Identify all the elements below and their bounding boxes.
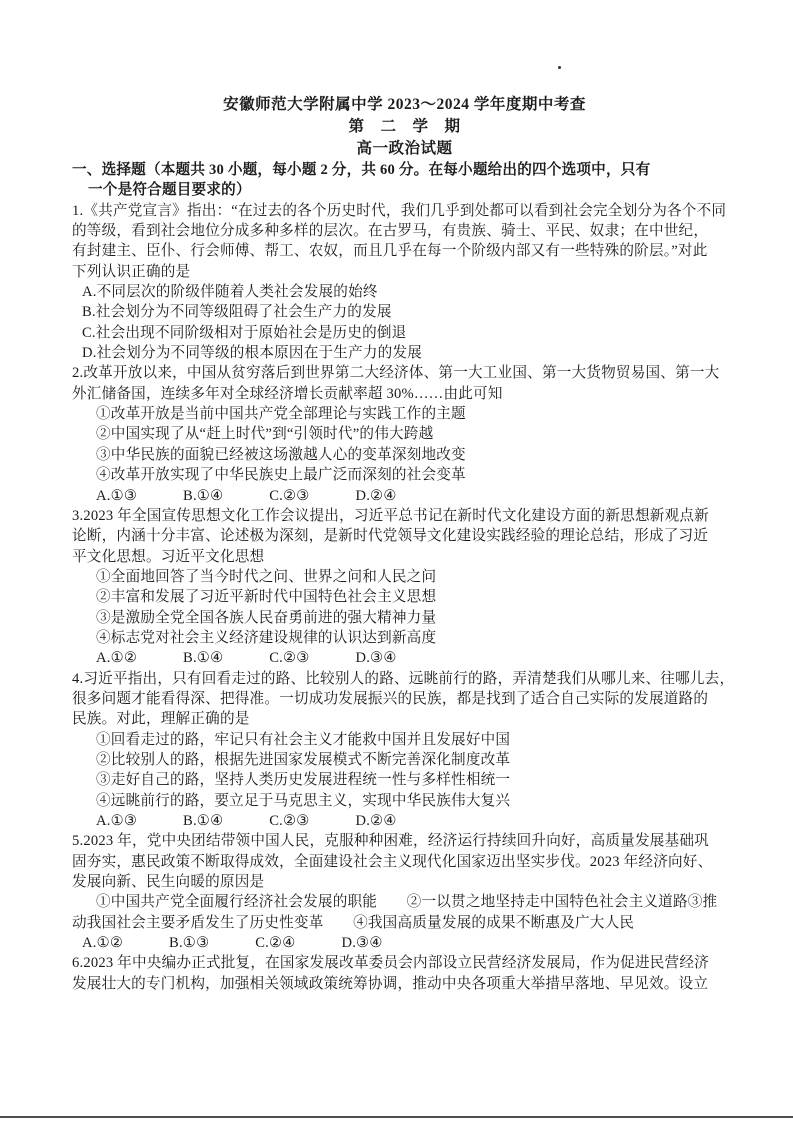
q5-statements-line-1: ①中国共产党全面履行经济社会发展的职能 ②一以贯之地坚持走中国特色社会主义道路③推 <box>96 894 718 911</box>
page-bottom-border <box>0 1116 793 1118</box>
q3-stem-line-3: 平文化思想。习近平文化思想 <box>72 548 265 565</box>
q5-choices-row <box>72 933 737 953</box>
q5-stem-line-3: 发展向新、民生向暖的原因是 <box>72 874 265 891</box>
q2-stem-line-2: 外汇储备国，连续多年对全球经济增长贡献率超 30%……由此可知 <box>72 385 503 402</box>
paper-subject-title: 高一政治试题 <box>356 140 453 157</box>
q3-choice-b: B.①④ <box>183 650 224 667</box>
q2-choices-row <box>72 486 737 506</box>
q3-choice-c: C.②③ <box>269 650 310 667</box>
q2-statement-1: ①改革开放是当前中国共产党全部理论与实践工作的主题 <box>96 406 466 423</box>
exam-title: 安徽师范大学附属中学 2023～2024 学年度期中考查 <box>223 96 586 113</box>
q3-statement-1: ①全面地回答了当今时代之问、世界之问和人民之问 <box>96 568 437 585</box>
q3-choice-d: D.③④ <box>355 650 397 667</box>
q3-statement-3: ③是激励全党全国各族人民奋勇前进的强大精神力量 <box>96 609 437 626</box>
q1-stem-line-3: 有封建主、臣仆、行会师傅、帮工、农奴，而且几乎在每一个阶级内部又有一些特殊的阶层。”对此 <box>72 243 708 260</box>
q1-option-d: D.社会划分为不同等级的根本原因在于生产力的发展 <box>82 345 423 362</box>
q4-statement-1: ①回看走过的路，牢记只有社会主义才能救中国并且发展好中国 <box>96 731 511 748</box>
section-instructions-line-1: 一、选择题（本题共 30 小题，每小题 2 分，共 60 分。在每小题给出的四个选项中，只有 <box>72 162 651 178</box>
q1-stem-line-1: 1.《共产党宣言》指出：“在过去的各个历史时代，我们几乎到处都可以看到社会完全划分为各个不同 <box>72 202 727 219</box>
q3-choice-a: A.①② <box>96 650 138 667</box>
q4-statement-2: ②比较别人的路，根据先进国家发展模式不断完善深化制度改革 <box>96 751 511 768</box>
q4-statement-3: ③走好自己的路，坚持人类历史发展进程统一性与多样性相统一 <box>96 772 511 789</box>
q4-statement-4: ④远眺前行的路，要立足于马克思主义，实现中华民族伟大复兴 <box>96 792 511 809</box>
q2-choice-a: A.①③ <box>96 487 138 504</box>
section-instructions-line-2: 一个是符合题目要求的） <box>88 182 251 199</box>
q3-choices-row <box>72 648 737 668</box>
q4-stem-line-1: 4.习近平指出，只有回看走过的路、比较别人的路、远眺前行的路，弄清楚我们从哪儿来、往哪儿去， <box>72 670 735 687</box>
q5-statements-line-2: 动我国社会主要矛盾发生了历史性变革 ④我国高质量发展的成果不断惠及广大人民 <box>72 914 635 931</box>
q1-option-c: C.社会出现不同阶级相对于原始社会是历史的倒退 <box>82 324 407 341</box>
q5-choice-b: B.①③ <box>169 935 210 952</box>
q1-stem-line-4: 下列认识正确的是 <box>72 263 191 280</box>
q1-option-b: B.社会划分为不同等级阻碍了社会生产力的发展 <box>82 304 392 321</box>
q5-choice-a: A.①② <box>82 935 124 952</box>
q2-choice-d: D.②④ <box>355 487 397 504</box>
q4-stem-line-2: 很多问题才能看得深、把得准。一切成功发展振兴的民族，都是找到了适合自己实际的发展道路的 <box>72 690 709 707</box>
q5-choice-d: D.③④ <box>341 935 383 952</box>
q4-choice-d: D.②④ <box>355 813 397 829</box>
q2-statement-3: ③中华民族的面貌已经被这场激越人心的变革深刻地改变 <box>96 446 466 463</box>
q2-statement-2: ②中国实现了从“赶上时代”到“引领时代”的伟大跨越 <box>96 426 434 443</box>
q4-choice-b: B.①④ <box>183 813 224 829</box>
q2-choice-c: C.②③ <box>269 487 310 504</box>
q3-statement-2: ②丰富和发展了习近平新时代中国特色社会主义思想 <box>96 589 437 606</box>
q1-stem-line-2: 的等级，看到社会地位分成多种多样的层次。在古罗马，有贵族、骑士、平民、奴隶；在中世纪， <box>72 223 709 240</box>
q1-option-a: A.不同层次的阶级伴随着人类社会发展的始终 <box>82 284 378 301</box>
q4-choice-a: A.①③ <box>96 813 138 829</box>
q4-choices-row <box>72 811 737 831</box>
q5-choice-c: C.②④ <box>255 935 296 952</box>
q5-stem-line-2: 固夯实，惠民政策不断取得成效，全面建设社会主义现代化国家迈出坚实步伐。2023 年经济向好、 <box>72 853 713 870</box>
semester-line: 第 二 学 期 <box>348 118 461 135</box>
q3-stem-line-2: 论断，内涵十分丰富、论述极为深刻，是新时代党领导文化建设实践经验的理论总结，形成了习近 <box>72 528 709 545</box>
q4-stem-line-3: 民族。对此，理解正确的是 <box>72 711 250 728</box>
q6-stem-line-2: 发展壮大的专门机构，加强相关领域政策统筹协调，推动中央各项重大举措早落地、早见效。设立 <box>72 975 709 992</box>
q5-stem-line-1: 5.2023 年，党中央团结带领中国人民，克服种种困难，经济运行持续回升向好，高质量发展基础巩 <box>72 833 709 850</box>
page-content <box>72 94 737 994</box>
stray-ink-dot <box>558 66 561 69</box>
q2-stem-line-1: 2.改革开放以来，中国从贫穷落后到世界第二大经济体、第一大工业国、第一大货物贸易国、第一大 <box>72 365 720 382</box>
q6-stem-line-1: 6.2023 年中央编办正式批复，在国家发展改革委员会内部设立民营经济发展局，作为促进民营经济 <box>72 955 709 972</box>
q3-stem-line-1: 3.2023 年全国宣传思想文化工作会议提出，习近平总书记在新时代文化建设方面的新思想新观点新 <box>72 507 709 524</box>
q2-choice-b: B.①④ <box>183 487 224 504</box>
q2-statement-4: ④改革开放实现了中华民族史上最广泛而深刻的社会变革 <box>96 467 466 484</box>
q4-choice-c: C.②③ <box>269 813 310 829</box>
q3-statement-4: ④标志党对社会主义经济建设规律的认识达到新高度 <box>96 629 437 646</box>
